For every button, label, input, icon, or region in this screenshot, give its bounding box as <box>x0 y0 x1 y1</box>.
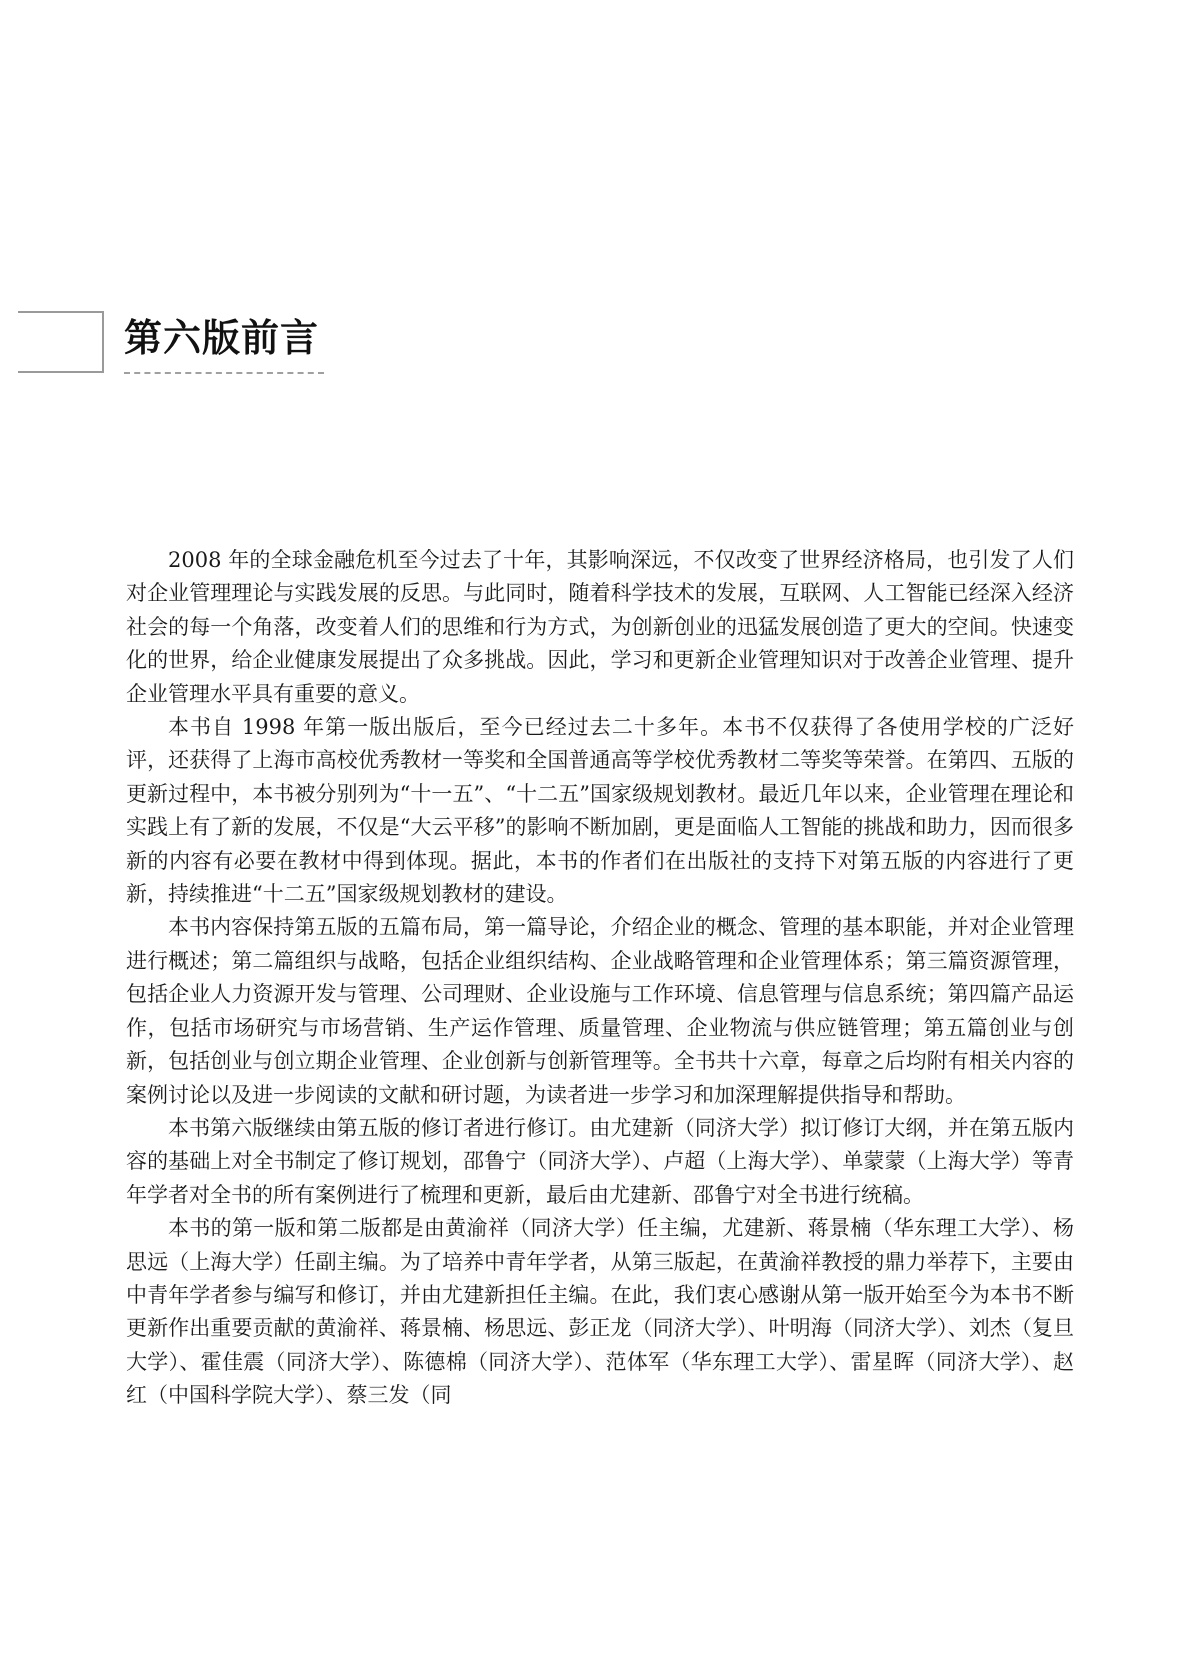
preface-body <box>126 544 1074 1576</box>
paragraph-2: 本书自 1998 年第一版出版后，至今已经过去二十多年。本书不仅获得了各使用学校的广泛好评，还获得了上海市高校优秀教材一等奖和全国普通高等学校优秀教材二等奖等荣誉。在第四、五版的更新过程中，本书被分别列为“十一五”、“十二五”国家级规划教材。最近几年以来，企业管理在理论和实践上有了新的发展，不仅是“大云平移”的影响不断加剧，更是面临人工智能的挑战和助力，因而很多新的内容有必要在教材中得到体现。据此，本书的作者们在出版社的支持下对第五版的内容进行了更新，持续推进“十二五”国家级规划教材的建设。 <box>126 715 1074 907</box>
page-title: 第六版前言 <box>124 315 320 360</box>
paragraph-1: 2008 年的全球金融危机至今过去了十年，其影响深远，不仅改变了世界经济格局，也引发了人们对企业管理理论与实践发展的反思。与此同时，随着科学技术的发展，互联网、人工智能已经深入经济社会的每一个角落，改变着人们的思维和行为方式，为创新创业的迅猛发展创造了更大的空间。快速变化的世界，给企业健康发展提出了众多挑战。因此，学习和更新企业管理知识对于改善企业管理、提升企业管理水平具有重要的意义。 <box>126 548 1074 706</box>
title-bracket-decoration <box>18 311 104 373</box>
title-dashed-underline <box>124 372 324 374</box>
paragraph-3: 本书内容保持第五版的五篇布局，第一篇导论，介绍企业的概念、管理的基本职能，并对企业管理进行概述；第二篇组织与战略，包括企业组织结构、企业战略管理和企业管理体系；第三篇资源管理，包括企业人力资源开发与管理、公司理财、企业设施与工作环境、信息管理与信息系统；第四篇产品运作，包括市场研究与市场营销、生产运作管理、质量管理、企业物流与供应链管理；第五篇创业与创新，包括创业与创立期企业管理、企业创新与创新管理等。全书共十六章，每章之后均附有相关内容的案例讨论以及进一步阅读的文献和研讨题，为读者进一步学习和加深理解提供指导和帮助。 <box>126 915 1074 1107</box>
paragraph-4: 本书第六版继续由第五版的修订者进行修订。由尤建新（同济大学）拟订修订大纲，并在第五版内容的基础上对全书制定了修订规划，邵鲁宁（同济大学）、卢超（上海大学）、单蒙蒙（上海大学）等青年学者对全书的所有案例进行了梳理和更新，最后由尤建新、邵鲁宁对全书进行统稿。 <box>126 1115 1074 1207</box>
paragraph-5: 本书的第一版和第二版都是由黄渝祥（同济大学）任主编，尤建新、蒋景楠（华东理工大学）、杨思远（上海大学）任副主编。为了培养中青年学者，从第三版起，在黄渝祥教授的鼎力举荐下，主要由中青年学者参与编写和修订，并由尤建新担任主编。在此，我们衷心感谢从第一版开始至今为本书不断更新作出重要贡献的黄渝祥、蒋景楠、杨思远、彭正龙（同济大学）、叶明海（同济大学）、刘杰（复旦大学）、霍佳震（同济大学）、陈德棉（同济大学）、范体军（华东理工大学）、雷星晖（同济大学）、赵红（中国科学院大学）、蔡三发（同 <box>126 1216 1074 1408</box>
